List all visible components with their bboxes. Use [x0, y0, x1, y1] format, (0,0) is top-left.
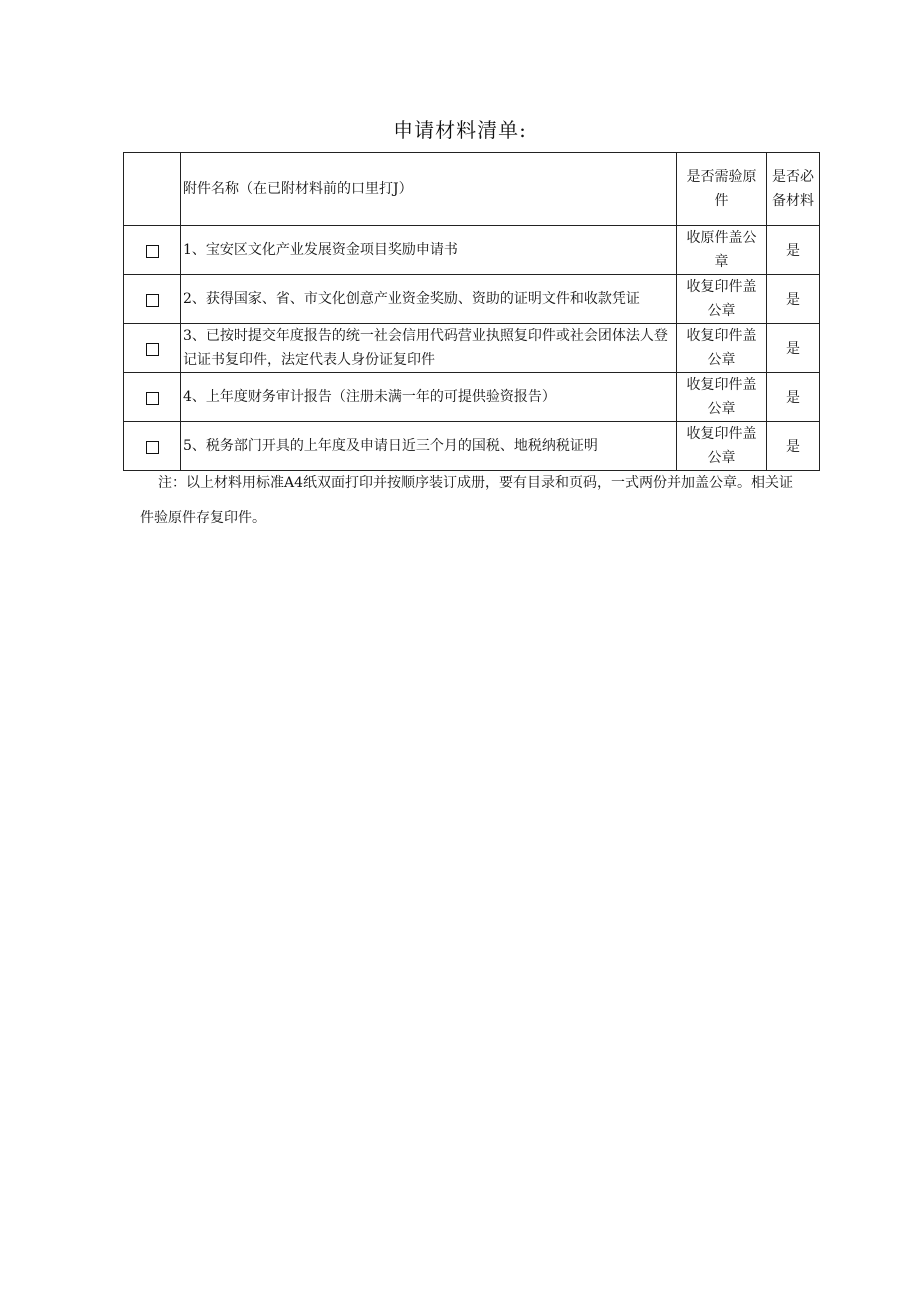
attachment-name: 2、获得国家、省、市文化创意产业资金奖励、资助的证明文件和收款凭证	[181, 275, 677, 324]
checkbox-cell[interactable]	[124, 324, 181, 373]
checkbox[interactable]	[146, 245, 159, 258]
required-value: 是	[767, 324, 820, 373]
required-value: 是	[767, 275, 820, 324]
table-row	[124, 324, 820, 373]
table-row	[124, 422, 820, 471]
table-row	[124, 226, 820, 275]
header-required: 是否必备材料	[767, 153, 820, 226]
original-check-value: 收原件盖公章	[677, 226, 767, 275]
table-header-row	[124, 153, 820, 226]
checkbox[interactable]	[146, 441, 159, 454]
required-value: 是	[767, 226, 820, 275]
original-check-value: 收复印件盖公章	[677, 275, 767, 324]
original-check-value: 收复印件盖公章	[677, 324, 767, 373]
materials-table	[123, 152, 820, 471]
checkbox-cell[interactable]	[124, 275, 181, 324]
required-value: 是	[767, 422, 820, 471]
attachment-name: 1、宝安区文化产业发展资金项目奖励申请书	[181, 226, 677, 275]
original-check-value: 收复印件盖公章	[677, 373, 767, 422]
checkbox-cell[interactable]	[124, 422, 181, 471]
page-title: 申请材料清单:	[393, 118, 527, 142]
checkbox[interactable]	[146, 294, 159, 307]
checkbox[interactable]	[146, 392, 159, 405]
checkbox-cell[interactable]	[124, 373, 181, 422]
header-original-check: 是否需验原件	[677, 153, 767, 226]
attachment-name: 5、税务部门开具的上年度及申请日近三个月的国税、地税纳税证明	[181, 422, 677, 471]
attachment-name: 4、上年度财务审计报告（注册未满一年的可提供验资报告）	[181, 373, 677, 422]
attachment-name: 3、已按时提交年度报告的统一社会信用代码营业执照复印件或社会团体法人登记证书复印件，法定代表人身份证复印件	[181, 324, 677, 373]
table-row	[124, 275, 820, 324]
required-value: 是	[767, 373, 820, 422]
header-attachment-name: 附件名称（在已附材料前的口里打J）	[181, 153, 677, 226]
table-row	[124, 373, 820, 422]
header-check-cell	[124, 153, 181, 226]
checkbox[interactable]	[146, 343, 159, 356]
original-check-value: 收复印件盖公章	[677, 422, 767, 471]
footnote: 注：以上材料用标准A4纸双面打印并按顺序装订成册，要有目录和页码，一式两份并加盖公章。相关证件验原件存复印件。	[140, 475, 794, 526]
checkbox-cell[interactable]	[124, 226, 181, 275]
